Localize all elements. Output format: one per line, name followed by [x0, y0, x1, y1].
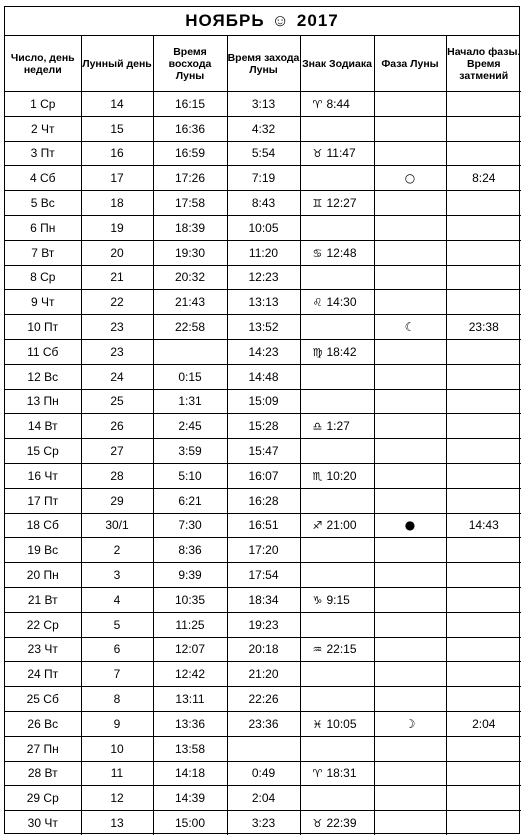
zodiac-sign-icon: ♎	[312, 420, 323, 434]
cell-phase-time: 14:43	[446, 513, 521, 538]
zodiac-time: 8:44	[326, 96, 350, 111]
cell-phase-time: 8:24	[446, 166, 521, 191]
cell-zodiac	[300, 637, 374, 662]
zodiac-sign-icon: ♏	[312, 469, 323, 483]
zodiac-time: 11:47	[326, 146, 356, 161]
cell-moonrise: 16:36	[153, 116, 227, 141]
cell-moonset: 18:34	[227, 587, 300, 612]
table-row	[5, 191, 521, 216]
zodiac-time: 10:05	[326, 716, 357, 731]
cell-phase-time	[446, 736, 521, 761]
cell-date: 27 Пн	[5, 736, 81, 761]
table-row	[5, 711, 521, 736]
zodiac-time: 22:15	[326, 642, 357, 657]
cell-zodiac	[300, 488, 374, 513]
cell-zodiac	[300, 563, 374, 588]
cell-lunar-day: 28	[81, 463, 153, 488]
cell-lunar-day: 23	[81, 315, 153, 340]
table-row	[5, 240, 521, 265]
cell-moonrise: 0:15	[153, 364, 227, 389]
table-row	[5, 141, 521, 166]
cell-moonset: 13:13	[227, 290, 300, 315]
table-row	[5, 414, 521, 439]
zodiac-time: 9:15	[326, 592, 350, 607]
cell-lunar-day: 21	[81, 265, 153, 290]
cell-zodiac	[300, 191, 374, 216]
cell-phase-time	[446, 191, 521, 216]
moon-phase-icon	[374, 736, 446, 761]
table-row	[5, 786, 521, 811]
cell-zodiac	[300, 240, 374, 265]
moon-phase-icon	[374, 488, 446, 513]
table-row	[5, 761, 521, 786]
cell-moonrise: 6:21	[153, 488, 227, 513]
cell-lunar-day: 22	[81, 290, 153, 315]
moon-phase-icon	[374, 563, 446, 588]
table-row	[5, 265, 521, 290]
cell-moonset: 5:54	[227, 141, 300, 166]
cell-lunar-day: 4	[81, 587, 153, 612]
table-row	[5, 166, 521, 191]
cell-zodiac	[300, 687, 374, 712]
moon-phase-icon	[374, 662, 446, 687]
cell-moonrise: 17:26	[153, 166, 227, 191]
cell-moonrise: 14:18	[153, 761, 227, 786]
cell-phase-time	[446, 761, 521, 786]
cell-zodiac	[300, 166, 374, 191]
cell-moonset: 22:26	[227, 687, 300, 712]
cell-moonrise: 14:39	[153, 786, 227, 811]
moon-phase-icon	[374, 141, 446, 166]
cell-date: 3 Пт	[5, 141, 81, 166]
cell-zodiac	[300, 215, 374, 240]
cell-zodiac	[300, 92, 374, 117]
cell-lunar-day: 3	[81, 563, 153, 588]
cell-lunar-day: 8	[81, 687, 153, 712]
cell-moonset: 15:47	[227, 439, 300, 464]
cell-zodiac	[300, 315, 374, 340]
cell-zodiac	[300, 736, 374, 761]
cell-moonset: 3:13	[227, 92, 300, 117]
cell-lunar-day: 10	[81, 736, 153, 761]
moon-phase-icon	[374, 538, 446, 563]
cell-moonset: 17:54	[227, 563, 300, 588]
moon-phase-icon	[374, 761, 446, 786]
cell-zodiac	[300, 612, 374, 637]
zodiac-sign-icon: ♋	[312, 246, 323, 260]
table-row	[5, 662, 521, 687]
zodiac-time: 10:20	[326, 468, 357, 483]
col-header-zodiac: Знак Зодиака	[300, 36, 374, 92]
cell-moonset: 14:23	[227, 339, 300, 364]
cell-date: 19 Вс	[5, 538, 81, 563]
cell-zodiac	[300, 290, 374, 315]
lunar-table	[5, 36, 521, 835]
moon-phase-icon	[374, 116, 446, 141]
zodiac-sign-icon: ♑	[312, 593, 323, 607]
cell-moonset: 2:04	[227, 786, 300, 811]
cell-phase-time	[446, 587, 521, 612]
table-row	[5, 637, 521, 662]
cell-lunar-day: 29	[81, 488, 153, 513]
cell-moonrise: 13:58	[153, 736, 227, 761]
zodiac-sign-icon: ♓	[312, 717, 323, 731]
cell-zodiac	[300, 662, 374, 687]
cell-phase-time	[446, 414, 521, 439]
moon-phase-icon	[374, 265, 446, 290]
table-row	[5, 587, 521, 612]
cell-lunar-day: 27	[81, 439, 153, 464]
cell-moonrise: 1:31	[153, 389, 227, 414]
cell-zodiac	[300, 141, 374, 166]
cell-moonset: 23:36	[227, 711, 300, 736]
cell-phase-time	[446, 687, 521, 712]
cell-moonset: 14:48	[227, 364, 300, 389]
cell-moonrise: 13:36	[153, 711, 227, 736]
cell-zodiac	[300, 339, 374, 364]
table-row	[5, 116, 521, 141]
cell-zodiac	[300, 811, 374, 835]
moon-phase-icon	[374, 290, 446, 315]
cell-moonrise	[153, 339, 227, 364]
cell-lunar-day: 25	[81, 389, 153, 414]
cell-lunar-day: 5	[81, 612, 153, 637]
cell-date: 13 Пн	[5, 389, 81, 414]
cell-phase-time	[446, 339, 521, 364]
moon-phase-icon	[374, 687, 446, 712]
cell-date: 11 Сб	[5, 339, 81, 364]
cell-moonrise: 15:00	[153, 811, 227, 835]
cell-date: 14 Вт	[5, 414, 81, 439]
cell-date: 26 Вс	[5, 711, 81, 736]
cell-moonset: 15:28	[227, 414, 300, 439]
cell-moonset: 8:43	[227, 191, 300, 216]
moon-phase-icon	[374, 339, 446, 364]
table-row	[5, 736, 521, 761]
cell-phase-time	[446, 215, 521, 240]
cell-date: 6 Пн	[5, 215, 81, 240]
zodiac-sign-icon: ♍	[312, 345, 323, 359]
cell-zodiac	[300, 711, 374, 736]
zodiac-sign-icon: ♌	[312, 296, 323, 310]
zodiac-time: 1:27	[326, 419, 350, 434]
moon-phase-icon	[374, 463, 446, 488]
cell-moonrise: 9:39	[153, 563, 227, 588]
title-month: НОЯБРЬ	[185, 11, 265, 30]
cell-zodiac	[300, 513, 374, 538]
cell-lunar-day: 15	[81, 116, 153, 141]
cell-lunar-day: 11	[81, 761, 153, 786]
cell-moonrise: 11:25	[153, 612, 227, 637]
cell-moonrise: 13:11	[153, 687, 227, 712]
moon-phase-icon: ●	[374, 513, 446, 538]
moon-phase-icon	[374, 191, 446, 216]
cell-lunar-day: 6	[81, 637, 153, 662]
table-body	[5, 92, 521, 835]
calendar-title	[5, 7, 519, 36]
moon-phase-icon	[374, 215, 446, 240]
cell-moonrise: 19:30	[153, 240, 227, 265]
cell-moonset: 16:07	[227, 463, 300, 488]
cell-date: 7 Вт	[5, 240, 81, 265]
smiling-face-icon: ☺	[271, 11, 290, 30]
cell-phase-time	[446, 389, 521, 414]
table-row	[5, 290, 521, 315]
cell-phase-time	[446, 488, 521, 513]
cell-lunar-day: 23	[81, 339, 153, 364]
cell-moonrise: 22:58	[153, 315, 227, 340]
cell-lunar-day: 17	[81, 166, 153, 191]
cell-date: 25 Сб	[5, 687, 81, 712]
cell-date: 9 Чт	[5, 290, 81, 315]
zodiac-sign-icon: ♉	[312, 817, 323, 830]
zodiac-sign-icon: ♉	[312, 147, 323, 161]
cell-moonrise: 2:45	[153, 414, 227, 439]
zodiac-sign-icon: ♈	[312, 97, 323, 111]
cell-moonset: 16:28	[227, 488, 300, 513]
table-row	[5, 463, 521, 488]
cell-moonset: 13:52	[227, 315, 300, 340]
moon-phase-icon	[374, 92, 446, 117]
cell-moonrise: 3:59	[153, 439, 227, 464]
cell-lunar-day: 19	[81, 215, 153, 240]
cell-phase-time	[446, 811, 521, 835]
cell-phase-time	[446, 290, 521, 315]
cell-moonset: 0:49	[227, 761, 300, 786]
cell-date: 21 Вт	[5, 587, 81, 612]
table-row	[5, 513, 521, 538]
cell-date: 16 Чт	[5, 463, 81, 488]
lunar-calendar-sheet	[4, 6, 520, 834]
cell-phase-time	[446, 364, 521, 389]
cell-moonrise: 18:39	[153, 215, 227, 240]
cell-lunar-day: 14	[81, 92, 153, 117]
cell-lunar-day: 18	[81, 191, 153, 216]
cell-zodiac	[300, 364, 374, 389]
zodiac-sign-icon: ♊	[312, 197, 323, 211]
cell-phase-time	[446, 240, 521, 265]
cell-moonrise: 16:59	[153, 141, 227, 166]
cell-zodiac	[300, 116, 374, 141]
table-row	[5, 439, 521, 464]
cell-lunar-day: 24	[81, 364, 153, 389]
table-row	[5, 315, 521, 340]
table-row	[5, 339, 521, 364]
table-row	[5, 811, 521, 835]
zodiac-time: 12:27	[326, 196, 357, 211]
cell-phase-time	[446, 116, 521, 141]
cell-moonset	[227, 736, 300, 761]
cell-date: 24 Пт	[5, 662, 81, 687]
cell-zodiac	[300, 761, 374, 786]
table-row	[5, 92, 521, 117]
moon-phase-icon	[374, 811, 446, 835]
cell-moonset: 15:09	[227, 389, 300, 414]
cell-date: 30 Чт	[5, 811, 81, 835]
moon-phase-icon: ☽	[374, 711, 446, 736]
cell-phase-time	[446, 563, 521, 588]
cell-date: 29 Ср	[5, 786, 81, 811]
moon-phase-icon	[374, 786, 446, 811]
cell-moonset: 12:23	[227, 265, 300, 290]
cell-lunar-day: 30/1	[81, 513, 153, 538]
cell-lunar-day: 7	[81, 662, 153, 687]
col-header-moonset: Время захода Луны	[227, 36, 300, 92]
cell-date: 18 Сб	[5, 513, 81, 538]
moon-phase-icon: ○	[374, 166, 446, 191]
moon-phase-icon	[374, 587, 446, 612]
cell-date: 17 Пт	[5, 488, 81, 513]
cell-phase-time	[446, 538, 521, 563]
cell-moonset: 11:20	[227, 240, 300, 265]
cell-moonset: 10:05	[227, 215, 300, 240]
cell-moonset: 16:51	[227, 513, 300, 538]
moon-phase-icon	[374, 389, 446, 414]
cell-lunar-day: 13	[81, 811, 153, 835]
cell-date: 2 Чт	[5, 116, 81, 141]
cell-zodiac	[300, 538, 374, 563]
table-row	[5, 389, 521, 414]
cell-phase-time	[446, 141, 521, 166]
cell-lunar-day: 26	[81, 414, 153, 439]
cell-zodiac	[300, 389, 374, 414]
table-row	[5, 364, 521, 389]
cell-zodiac	[300, 265, 374, 290]
table-row	[5, 612, 521, 637]
moon-phase-icon	[374, 612, 446, 637]
cell-phase-time	[446, 786, 521, 811]
cell-moonrise: 5:10	[153, 463, 227, 488]
cell-zodiac	[300, 786, 374, 811]
cell-date: 5 Вс	[5, 191, 81, 216]
cell-zodiac	[300, 414, 374, 439]
table-row	[5, 563, 521, 588]
cell-moonrise: 20:32	[153, 265, 227, 290]
cell-zodiac	[300, 463, 374, 488]
zodiac-time: 21:00	[326, 518, 357, 533]
cell-moonrise: 8:36	[153, 538, 227, 563]
cell-phase-time	[446, 439, 521, 464]
moon-phase-icon: ☾	[374, 315, 446, 340]
cell-date: 1 Ср	[5, 92, 81, 117]
cell-date: 10 Пт	[5, 315, 81, 340]
cell-date: 15 Ср	[5, 439, 81, 464]
title-year: 2017	[296, 11, 339, 30]
cell-date: 23 Чт	[5, 637, 81, 662]
table-row	[5, 687, 521, 712]
cell-phase-time	[446, 92, 521, 117]
cell-lunar-day: 9	[81, 711, 153, 736]
cell-phase-time: 23:38	[446, 315, 521, 340]
cell-moonrise: 21:43	[153, 290, 227, 315]
zodiac-sign-icon: ♐	[312, 519, 323, 533]
moon-phase-icon	[374, 240, 446, 265]
cell-moonset: 7:19	[227, 166, 300, 191]
zodiac-time: 18:31	[326, 766, 357, 781]
zodiac-time: 22:39	[326, 816, 357, 830]
cell-moonrise: 10:35	[153, 587, 227, 612]
moon-phase-icon	[374, 414, 446, 439]
cell-phase-time	[446, 662, 521, 687]
cell-moonset: 4:32	[227, 116, 300, 141]
cell-phase-time	[446, 637, 521, 662]
cell-date: 12 Вс	[5, 364, 81, 389]
cell-date: 22 Ср	[5, 612, 81, 637]
cell-moonset: 20:18	[227, 637, 300, 662]
cell-moonrise: 12:42	[153, 662, 227, 687]
cell-moonset: 17:20	[227, 538, 300, 563]
cell-lunar-day: 20	[81, 240, 153, 265]
zodiac-sign-icon: ♈	[312, 767, 323, 781]
cell-phase-time	[446, 612, 521, 637]
cell-lunar-day: 16	[81, 141, 153, 166]
cell-moonrise: 12:07	[153, 637, 227, 662]
moon-phase-icon	[374, 637, 446, 662]
cell-date: 28 Вт	[5, 761, 81, 786]
col-header-date: Число, день недели	[5, 36, 81, 92]
cell-moonset: 19:23	[227, 612, 300, 637]
cell-lunar-day: 12	[81, 786, 153, 811]
cell-phase-time	[446, 265, 521, 290]
table-row	[5, 215, 521, 240]
cell-moonset: 21:20	[227, 662, 300, 687]
cell-zodiac	[300, 587, 374, 612]
cell-phase-time: 2:04	[446, 711, 521, 736]
moon-phase-icon	[374, 364, 446, 389]
col-header-phase-time: Начало фазы. Время затмений	[446, 36, 521, 92]
cell-date: 20 Пн	[5, 563, 81, 588]
cell-zodiac	[300, 439, 374, 464]
zodiac-sign-icon: ♒	[312, 643, 323, 657]
col-header-lunar-day: Лунный день	[81, 36, 153, 92]
zodiac-time: 18:42	[326, 344, 357, 359]
cell-moonset: 3:23	[227, 811, 300, 835]
cell-moonrise: 7:30	[153, 513, 227, 538]
zodiac-time: 14:30	[326, 295, 357, 310]
table-row	[5, 538, 521, 563]
table-row	[5, 488, 521, 513]
zodiac-time: 12:48	[326, 245, 357, 260]
cell-phase-time	[446, 463, 521, 488]
cell-date: 8 Ср	[5, 265, 81, 290]
cell-date: 4 Сб	[5, 166, 81, 191]
header-row	[5, 36, 521, 92]
col-header-moonrise: Время восхода Луны	[153, 36, 227, 92]
cell-moonrise: 16:15	[153, 92, 227, 117]
col-header-phase: Фаза Луны	[374, 36, 446, 92]
cell-moonrise: 17:58	[153, 191, 227, 216]
cell-lunar-day: 2	[81, 538, 153, 563]
moon-phase-icon	[374, 439, 446, 464]
